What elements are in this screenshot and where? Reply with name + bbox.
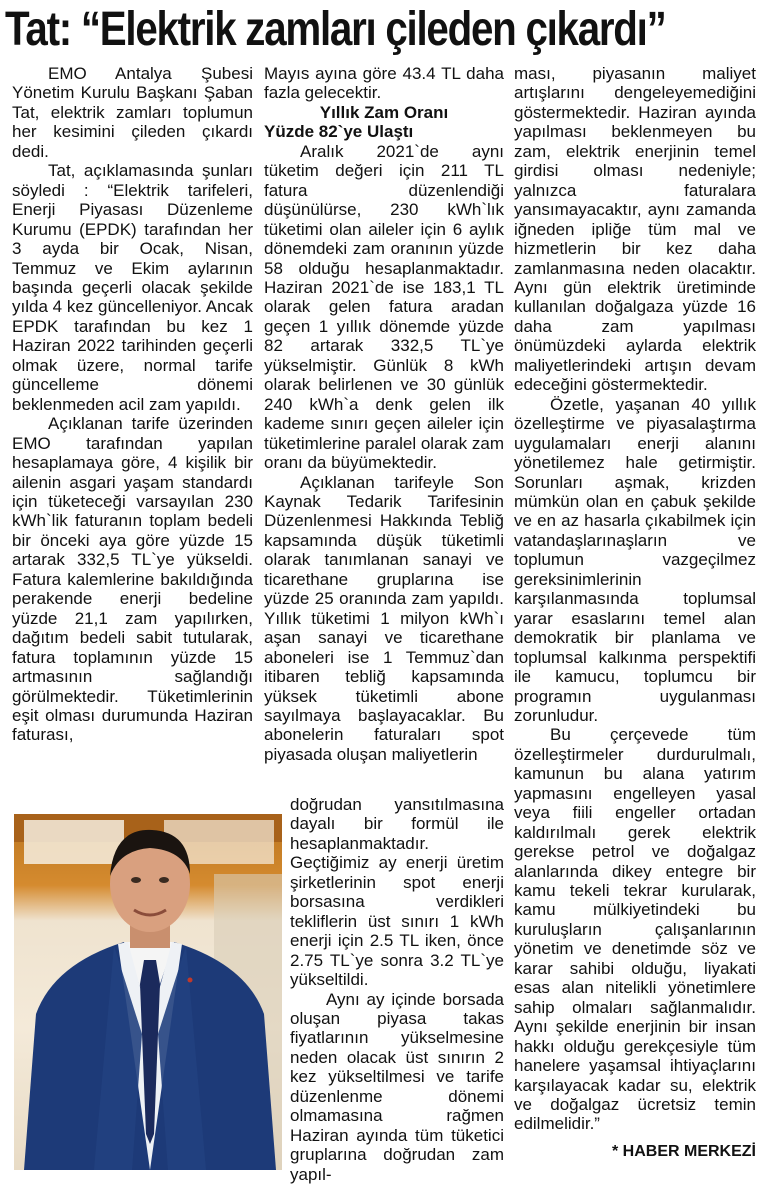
paragraph: Mayıs ayına göre 43.4 TL daha fazla gelecektir. <box>264 64 504 103</box>
paragraph: Özetle, yaşanan 40 yıllık özelleştirme ve piyasalaştırma uygulamaları enerji alanını yönetilemez hale getirmiştir. Sorunları aşmak, krizden mümkün olan en çabuk şekilde ve en az hasarla çıkabilmek için vatandaşlarınaşların ve toplumun vazgeçilmez gereksinimlerinin karşılanmasında toplumsal yarar esaslarını temel alan demokratik bir planlama ve toplumsal kalkınma perspektifi ile kamucu, toplumcu bir programın uygulanması zorunludur. <box>514 394 756 725</box>
column-3 <box>514 64 756 1134</box>
headline-block <box>0 0 770 64</box>
paragraph: doğrudan yansıtılmasına dayalı bir formül ile hesaplanmaktadır. Geçtiğimiz ay enerji üretim şirketlerinin spot enerji borsasına verdikleri tekliflerin üst sınırı 1 kWh enerji için 2.5 TL iken, önce 2.75 TL`ye sonra 3.2 TL`ye yükseltildi. <box>290 795 504 990</box>
subheading: Yüzde 82`ye Ulaştı <box>264 122 414 142</box>
paragraph: Açıklanan tarifeyle Son Kaynak Tedarik Tarifesinin Düzenlenmesi Hakkında Tebliğ kapsamında düşük tüketimli olarak tanımlanan sanayi ve ticarethane gruplarına ise yüzde 25 oranında zam yapıldı. Yıllık tüketimi 1 milyon kWh`ı aşan sanayi ve ticarethane aboneleri ise 1 Temmuz`dan itibaren tebliğ kapsamında yüksek tüketimli abone sayılmaya başlayacaklar. Bu abonelerin faturaları spot piyasada oluşan maliyetlerin <box>264 472 504 764</box>
paragraph: EMO Antalya Şubesi Yönetim Kurulu Başkanı Şaban Tat, elektrik zamları toplumun her kesimini çileden çıkardı dedi. <box>12 64 253 161</box>
paragraph: Açıklanan tarife üzerinden EMO tarafından yapılan hesaplamaya göre, 4 kişilik bir ailenin asgari yaşam standardı için tüketeceği varsayılan 230 kWh`lik faturanın toplam bedeli bir önceki aya göre yüzde 15 artarak 332,5 TL`ye yükseldi. Fatura kalemlerine bakıldığında perakende enerji bedeline yüzde 21,1 zam yapılırken, dağıtım bedeli sabit tutularak, fatura toplamının yüzde 15 artmasının sağlandığı görülmektedir. Tüketimlerinin eşit olması durumunda Haziran faturası, <box>12 414 253 745</box>
byline: * HABER MERKEZİ <box>611 1143 756 1160</box>
column-1 <box>12 64 253 745</box>
column-2-continued <box>290 795 504 1184</box>
headline: Tat: “Elektrik zamları çileden çıkardı” <box>5 3 666 56</box>
paragraph: Aynı ay içinde borsada oluşan piyasa takas fiyatlarının yükselmesine neden olacak üst sınırın 2 kez yükseltilmesi ve tarife düzenlenme dönemi olmamasına rağmen Haziran ayında tüm tüketici gruplarına doğrudan zam yapıl- <box>290 989 504 1184</box>
paragraph: Bu çerçevede tüm özelleştirmeler durdurulmalı, kamunun bu alana yatırım yapmasını engelleyen yasal veya fiili engeller ortadan kaldırılmalı gerek elektrik gerekse petrol ve doğalgaz alanlarında dikey entegre bir kamu tekeli tekrar kurularak, kamu mülkiyetindeki bu kuruluşların çalışanlarının yönetim ve denetimde söz ve karar sahibi olduğu, liyakati esas alan nitelikli yönetimlere sahip olmaları sağlanmalıdır. Aynı şekilde enerjinin bir insan hakkı olduğu gerekçesiyle tüm hanelere yaşamsal ihtiyaçlarını karşılayacak kadar su, elektrik ve doğalgaz ücretsiz temin edilmelidir.” <box>514 725 756 1134</box>
subheading: Yıllık Zam Oranı <box>319 102 449 122</box>
paragraph: Aralık 2021`de aynı tüketim değeri için 211 TL fatura düzenlendiği düşünülürse, 230 kWh`lık tüketimi olan aileler için 6 aylık dönemdeki zam oranının yüzde 58 olduğu hesaplanmaktadır. Haziran 2021`de ise 183,1 TL olarak gelen fatura aradan geçen 1 yıllık dönemde yüzde 82 artarak 332,5 TL`ye yükselmiştir. Günlük 8 kWh olarak belirlenen ve 30 günlük 240 kWh`a denk gelen ilk kademe sınırı geçen aileler için tüketimlerine paralel olarak zam oranı da büyümektedir. <box>264 141 504 473</box>
portrait-illustration <box>14 814 282 1170</box>
paragraph: Tat, açıklamasında şunları söyledi : “Elektrik tarifeleri, Enerji Piyasası Düzenleme Kurumu (EPDK) tarafından her 3 ayda bir Ocak, Nisan, Temmuz ve Ekim aylarının başında geçerli olacak şekilde yılda 4 kez güncelleniyor. Ancak EPDK tarafından bu kez 1 Haziran 2022 tarihinden geçerli olmak üzere, normal tarife güncelleme dönemi beklenmeden acil zam yapıldı. <box>12 161 253 414</box>
portrait-photo <box>14 814 282 1170</box>
paragraph: ması, piyasanın maliyet artışlarını dengeleyemediğini göstermektedir. Haziran ayında yapılması beklenmeyen bu zam, elektrik enerjinin temel girdisi olması nedeniyle; yalnızca faturalara yansımayacaktır, aynı zamanda iğneden ipliğe tüm mal ve hizmetlerin bir kez daha zamlanmasına neden olacaktır. Aynı gün elektrik üretiminde kullanılan doğalgaza yüzde 16 daha zam yapılması önümüzdeki aylarda elektrik maliyetlerindeki artışın devam edeceğini göstermektedir. <box>514 64 756 395</box>
column-2 <box>264 64 504 764</box>
